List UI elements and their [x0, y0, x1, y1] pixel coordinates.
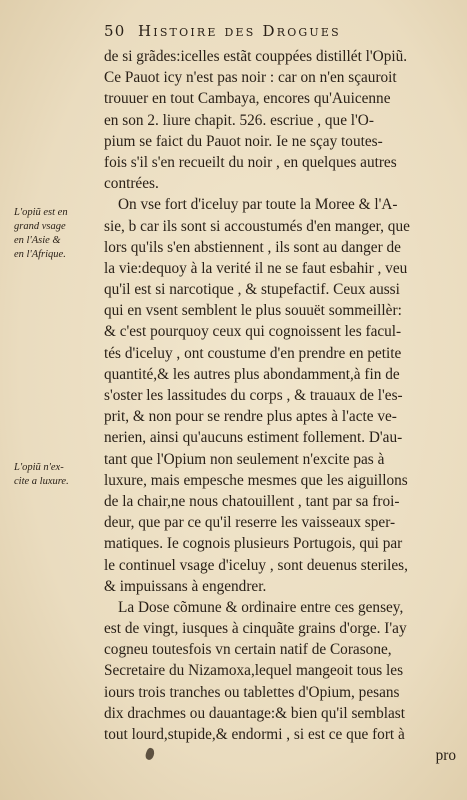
- page-number: 50: [104, 22, 126, 40]
- text-line: sie, b car ils sont si accoustumés d'en manger, que: [104, 217, 410, 235]
- text-line: luxure, mais empesche mesmes que les aiguillons: [104, 471, 408, 489]
- text-line: matiques. Ie cognois plusieurs Portugois, qui par: [104, 535, 403, 553]
- margin-note-line: en l'Afrique.: [14, 249, 66, 260]
- text-line: dix drachmes ou dauantage:& bien qu'il semblast: [104, 704, 405, 722]
- text-line: quantité,& les autres plus abondamment,à fin de: [104, 365, 400, 383]
- catchword: pro: [435, 747, 456, 765]
- text-line: fois s'il s'en recueilt du noir , en quelques autres: [104, 153, 397, 171]
- text-line: prit, & non pour se rendre plus aptes à l'acte ve-: [104, 408, 397, 426]
- text-line: pium se faict du Pauot noir. Ie ne sçay toutes-: [104, 132, 383, 150]
- text-line: la vie:dequoy à la verité il ne se faut esbahir , veu: [104, 259, 408, 277]
- running-title: Histoire des Drogues: [138, 22, 341, 40]
- margin-note: [14, 206, 102, 262]
- margin-note-line: cite a luxure.: [14, 476, 69, 487]
- text-line: le continuel vsage d'iceluy , sont deuenus steriles,: [104, 556, 408, 574]
- margin-note-line: en l'Asie &: [14, 235, 61, 246]
- text-line: Secretaire du Nizamoxa,lequel mangeoit tous les: [104, 662, 404, 680]
- text-line: La Dose cõmune & ordinaire entre ces gensey,: [118, 598, 404, 616]
- text-line: lors qu'ils s'en abstiennent , ils sont au danger de: [104, 238, 401, 256]
- margin-note-line: L'opiũ est en: [14, 207, 68, 218]
- text-line: qu'il est si narcotique , & stupefactif. Ceux aussi: [104, 281, 400, 299]
- text-line: de la chair,ne nous chatouillent , tant par sa froi-: [104, 492, 400, 510]
- margin-note-line: grand vsage: [14, 221, 66, 232]
- text-line: tout lourd,stupide,& endormi , si est ce que fort à: [104, 726, 405, 743]
- text-line: On vse fort d'iceluy par toute la Moree & l'A-: [118, 196, 398, 214]
- text-line: Ce Pauot icy n'est pas noir : car on n'en sçauroit: [104, 69, 397, 87]
- text-line: contrées.: [104, 175, 159, 193]
- text-line: & c'est pourquoy ceux qui cognoissent les facul-: [104, 323, 402, 341]
- text-line: qui en vsent semblent le plus souuët sommeillèr:: [104, 302, 402, 320]
- text-line: cogneu toutesfois vn certain natif de Corasone,: [104, 641, 392, 659]
- margin-note: [14, 461, 102, 489]
- body-text: [104, 46, 456, 766]
- text-line: trouuer en tout Cambaya, encores qu'Auicenne: [104, 90, 391, 108]
- margin-note-line: L'opiũ n'ex-: [14, 462, 64, 473]
- text-line: iours trois tranches ou tablettes d'Opium, pesans: [104, 683, 400, 701]
- text-line: & impuissans à engendrer.: [104, 577, 267, 595]
- page-header: [104, 22, 456, 44]
- text-line: tant que l'Opium non seulement n'excite pas à: [104, 450, 385, 468]
- text-line: s'oster les lassitudes du corps , & trauaux de l'es-: [104, 387, 403, 404]
- text-line: deur, que par ce qu'il reserre les vaisseaux sper-: [104, 514, 396, 532]
- text-line: de si grãdes:icelles estãt couppées distillét l'Opiũ.: [104, 48, 408, 65]
- text-line: nerien, ainsi qu'aucuns estiment follement. D'au-: [104, 429, 403, 447]
- text-line: est de vingt, iusques à cinquãte grains d'orge. I'ay: [104, 620, 407, 638]
- text-line: en son 2. liure chapit. 526. escriue , que l'O-: [104, 111, 374, 129]
- text-line: tés d'iceluy , ont coustume d'en prendre en petite: [104, 344, 402, 362]
